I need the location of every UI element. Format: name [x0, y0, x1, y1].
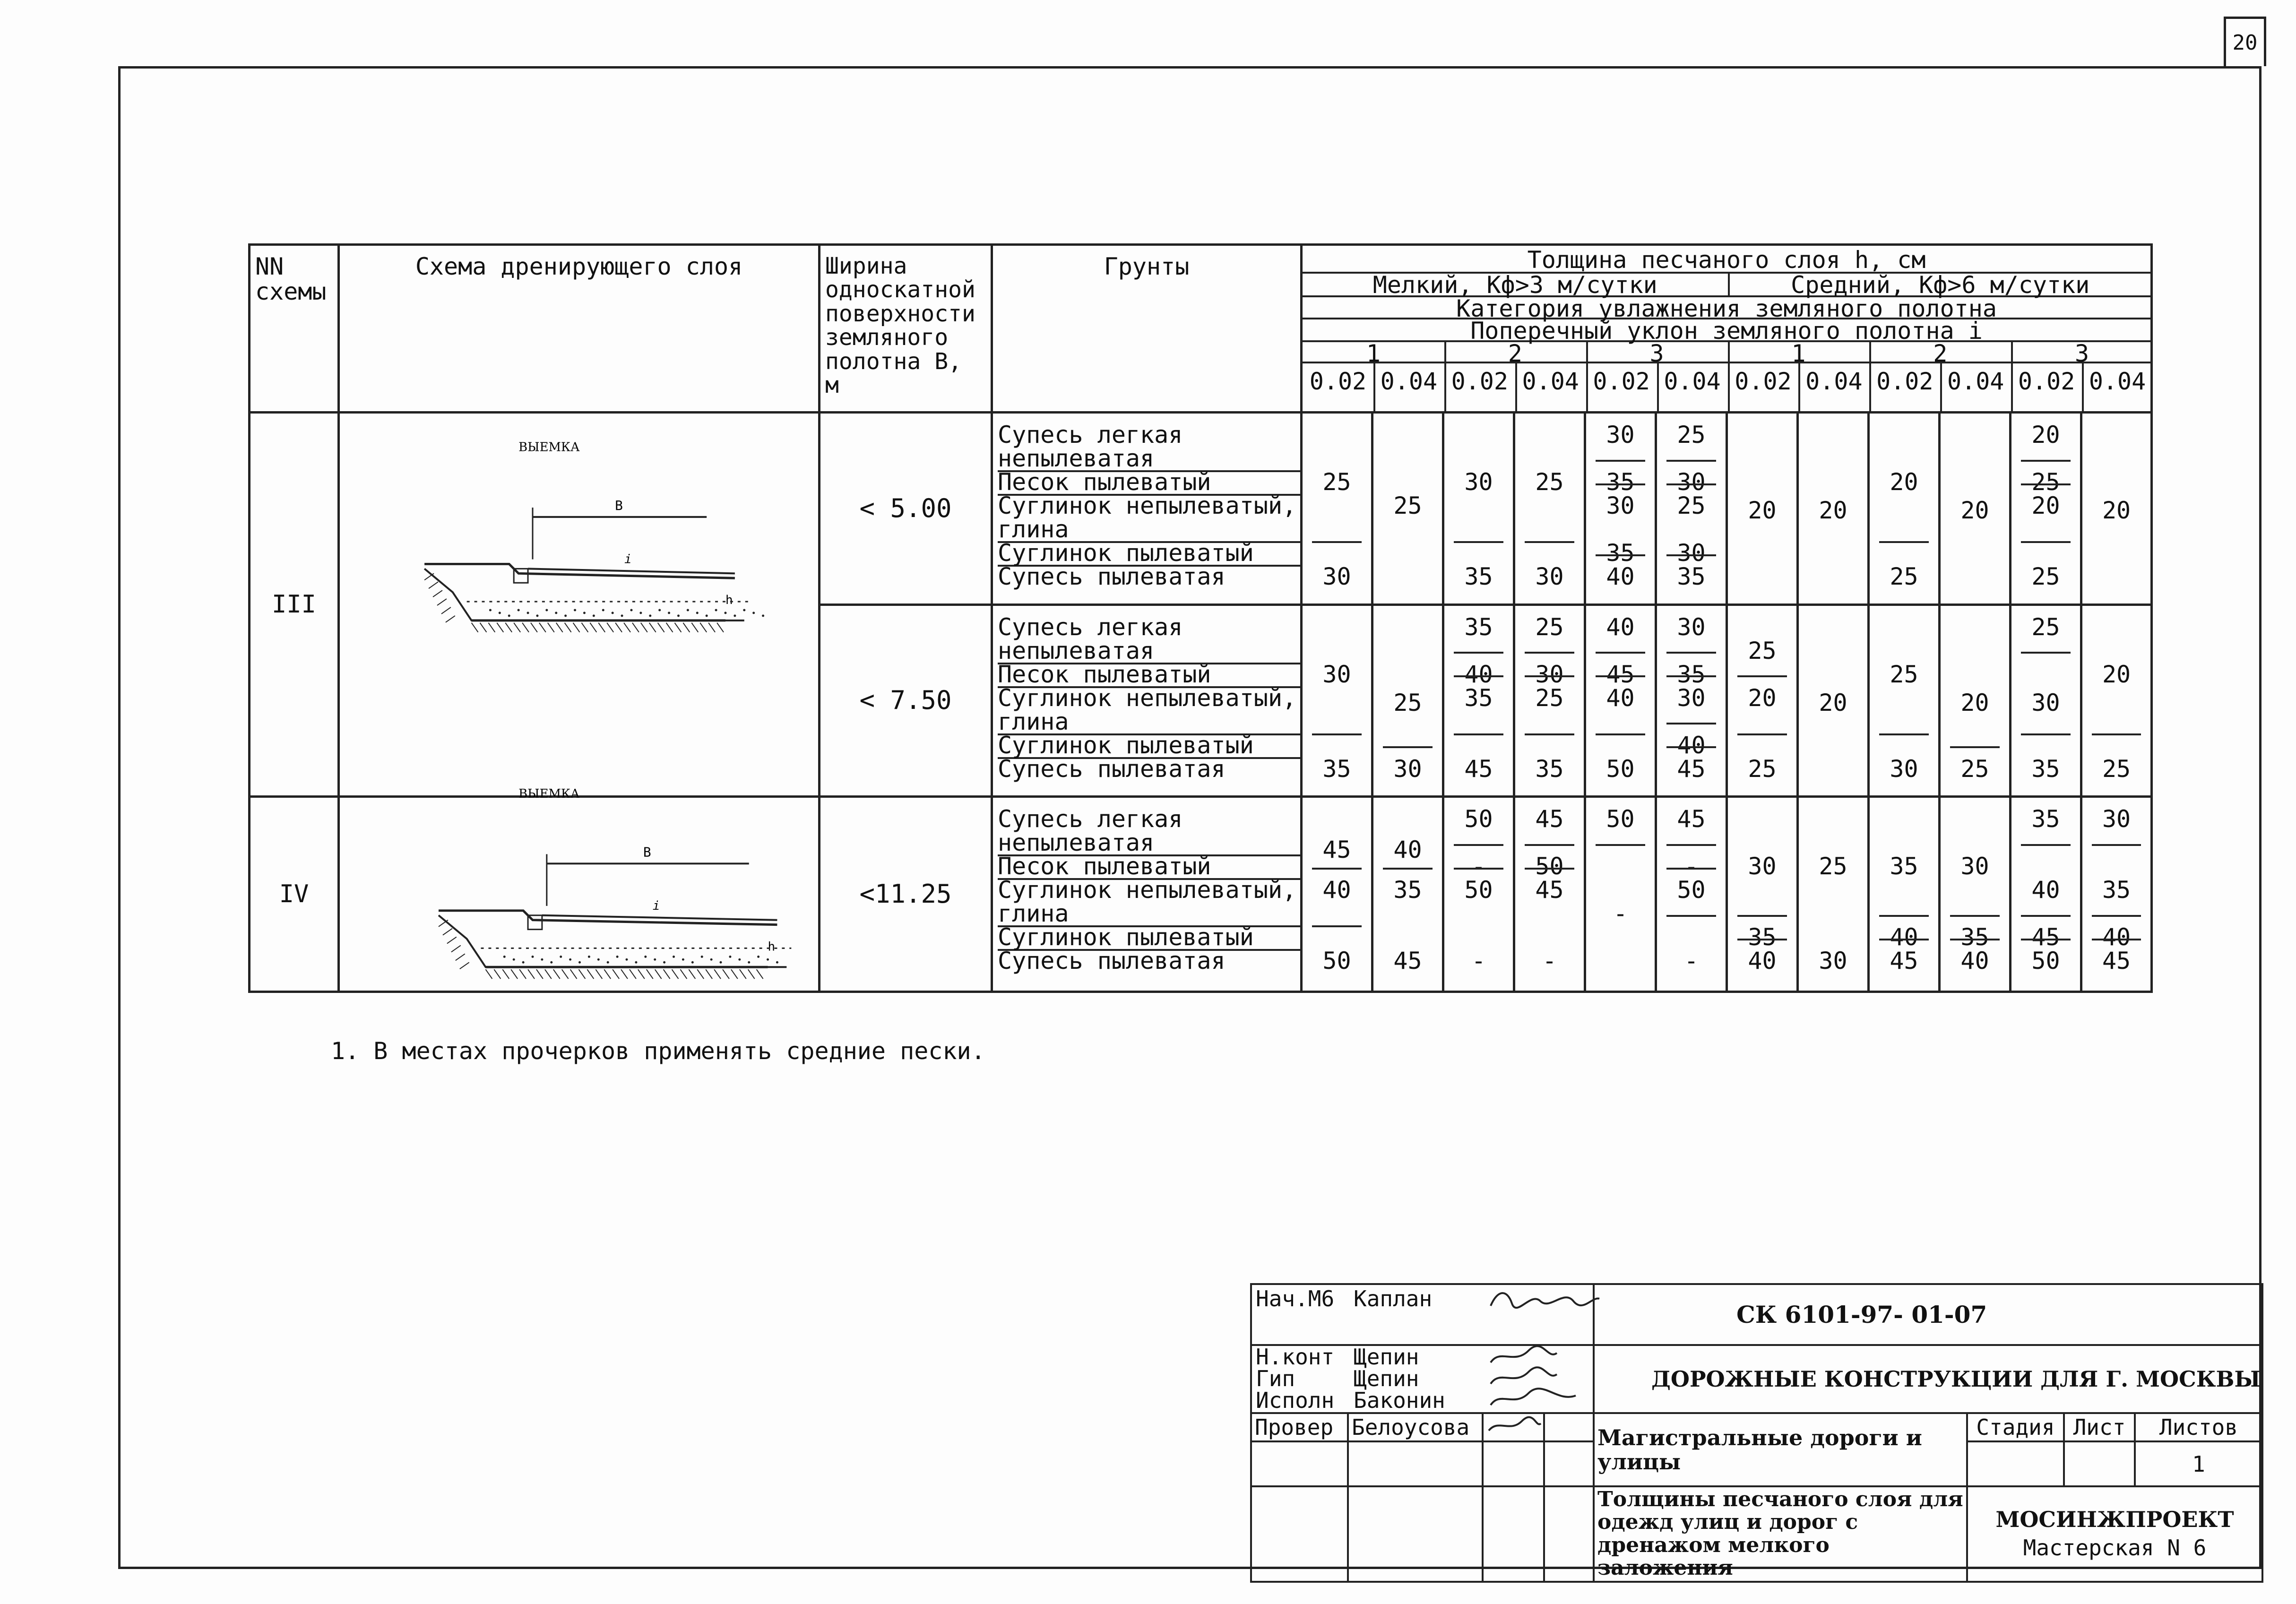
- signature-1: [1488, 1287, 1602, 1314]
- thickness-value: 30: [2031, 689, 2060, 716]
- fraction-line: [2021, 652, 2070, 654]
- thickness-value-cell: [1514, 604, 1585, 797]
- thickness-value: 30: [1677, 468, 1706, 496]
- thickness-value: 35: [1464, 563, 1493, 590]
- soil-name: Суглинок пылеватый: [998, 733, 1300, 759]
- thickness-value: 30: [1677, 684, 1706, 712]
- thickness-value: 30: [1819, 947, 1847, 975]
- thickness-value-cell: [1302, 413, 1372, 605]
- thickness-value-cell: [1869, 413, 1940, 605]
- thickness-value: 30: [1606, 492, 1635, 519]
- thickness-value: 35: [2031, 805, 2060, 833]
- thickness-value-cell: [1585, 604, 1656, 797]
- section-name: Магистральные дороги и улицы: [1594, 1413, 1967, 1486]
- thickness-value-cell: [1443, 797, 1514, 992]
- thickness-value-cell: [1656, 413, 1727, 605]
- thickness-value: 30: [1677, 613, 1706, 641]
- thickness-value: 30: [1748, 853, 1777, 880]
- thickness-value: 35: [1464, 613, 1493, 641]
- fraction-line: [1879, 733, 1928, 735]
- fraction-line: [2092, 939, 2141, 940]
- fraction-line: [1737, 733, 1787, 735]
- thickness-value: -: [1471, 853, 1486, 880]
- soil-name: Суглинок непылеватый,: [998, 492, 1297, 519]
- fraction-line: [1596, 844, 1645, 846]
- thickness-value: 40: [1606, 563, 1635, 590]
- fraction-line: [1525, 652, 1574, 654]
- width-cell: < 5.00: [820, 413, 992, 605]
- slope-value: 0.02: [1876, 368, 1933, 395]
- fraction-line: [1312, 925, 1361, 927]
- fraction-line: [2021, 733, 2070, 735]
- thickness-value: 30: [2102, 805, 2131, 833]
- slope-value: 0.04: [1522, 368, 1579, 395]
- thickness-value-cell: [1443, 604, 1514, 797]
- name-4: Баконин: [1354, 1388, 1445, 1413]
- h-label: h: [725, 593, 733, 608]
- fraction-line: [1312, 868, 1361, 870]
- thickness-value: 35: [1606, 468, 1635, 496]
- thickness-value-cell: [1514, 797, 1585, 992]
- thickness-value: 20: [2031, 492, 2060, 519]
- thickness-value: 50: [1464, 876, 1493, 904]
- thickness-value: 45: [1535, 805, 1564, 833]
- soil-name: Супесь легкая: [998, 421, 1183, 448]
- slope-value: 0.02: [1451, 368, 1508, 395]
- thickness-value: -: [1684, 947, 1699, 975]
- thickness-value: 50: [1464, 805, 1493, 833]
- organization: МОСИНЖПРОЕКТ Мастерская N 6: [1967, 1486, 2262, 1582]
- thickness-value: 20: [1819, 497, 1847, 524]
- thickness-value: 40: [2102, 923, 2131, 951]
- thickness-value: 25: [1677, 421, 1706, 448]
- soil-name: непылеватая: [998, 639, 1300, 664]
- header-soils: Грунты: [992, 245, 1302, 413]
- thickness-value: 25: [1393, 492, 1422, 519]
- thickness-value: 50: [1322, 947, 1351, 975]
- thickness-value: 25: [2031, 468, 2060, 496]
- name-2: Щепин: [1354, 1344, 1419, 1370]
- sheets-label: Листов: [2135, 1413, 2262, 1441]
- fraction-line: [1950, 915, 1999, 917]
- thickness-value: 45: [1890, 947, 1918, 975]
- fraction-line: [1454, 652, 1503, 654]
- fraction-line: [1666, 746, 1716, 748]
- slope-value: 0.04: [1947, 368, 2004, 395]
- thickness-value: 25: [1819, 853, 1847, 880]
- name-5: Белоусова: [1348, 1413, 1483, 1441]
- thickness-value: 35: [2102, 876, 2131, 904]
- page-number: 20: [2224, 17, 2266, 66]
- header-thickness: [1302, 245, 2152, 413]
- thickness-value: 45: [1535, 876, 1564, 904]
- thickness-value: 40: [1606, 613, 1635, 641]
- fraction-line: [2021, 483, 2070, 485]
- thickness-value: 45: [2102, 947, 2131, 975]
- thickness-value-cell: [1727, 413, 1798, 605]
- thickness-value: -: [1542, 947, 1557, 975]
- thickness-value: 40: [1960, 947, 1989, 975]
- thickness-value: 40: [1322, 876, 1351, 904]
- thickness-value: 45: [1677, 755, 1706, 783]
- thickness-value-cell: [2011, 413, 2081, 605]
- fraction-line: [1596, 554, 1645, 556]
- thickness-value: 40: [1677, 731, 1706, 759]
- fraction-line: [2021, 939, 2070, 940]
- slope-label: i: [624, 552, 632, 567]
- thickness-value: 40: [1890, 923, 1918, 951]
- role-4: Исполн: [1256, 1388, 1335, 1413]
- thickness-value: 35: [1393, 876, 1422, 904]
- category-header: Категория увлажнения земляного полотна: [1456, 295, 1997, 322]
- fraction-line: [2021, 844, 2070, 846]
- thickness-value: 40: [1748, 947, 1777, 975]
- fraction-line: [1879, 541, 1928, 543]
- thickness-value: 20: [1960, 497, 1989, 524]
- thickness-value-cell: [1585, 413, 1656, 605]
- thickness-value: 35: [2031, 755, 2060, 783]
- fraction-line: [2021, 915, 2070, 917]
- fraction-line: [1666, 554, 1716, 556]
- soil-name: Суглинок непылеватый,: [998, 876, 1297, 904]
- thickness-value: 20: [2102, 660, 2131, 688]
- thickness-value: 50: [1606, 755, 1635, 783]
- slope-value: 0.04: [1805, 368, 1863, 395]
- category-number: 2: [1933, 340, 1948, 367]
- thickness-value: 35: [1890, 853, 1918, 880]
- thickness-value: 20: [2031, 421, 2060, 448]
- thickness-value-cell: [1443, 413, 1514, 605]
- fraction-line: [1525, 541, 1574, 543]
- thickness-value: 25: [1535, 468, 1564, 496]
- thickness-value: 35: [1606, 539, 1635, 567]
- fraction-line: [1950, 939, 1999, 940]
- thickness-value: 25: [1535, 684, 1564, 712]
- category-number: 1: [1366, 340, 1381, 367]
- scheme-diagram-iii: [339, 413, 820, 797]
- slope-value: 0.02: [1593, 368, 1650, 395]
- dim-label: В: [643, 844, 651, 860]
- h-label: h: [768, 940, 776, 954]
- thickness-value: 45: [1464, 755, 1493, 783]
- sheet-label: Лист: [2064, 1413, 2135, 1441]
- fraction-line: [1737, 675, 1787, 677]
- thickness-value: 35: [1677, 660, 1706, 688]
- fraction-line: [1666, 844, 1716, 846]
- thickness-value-cell: [1372, 604, 1443, 797]
- thickness-value: 35: [1748, 923, 1777, 951]
- footnote: 1. В местах прочерков применять средние пески.: [331, 1037, 985, 1065]
- fraction-line: [1454, 868, 1503, 870]
- signatures-2-4: [1486, 1346, 1595, 1412]
- project-title: ДОРОЖНЫЕ КОНСТРУКЦИИ ДЛЯ Г. МОСКВЫ: [1594, 1345, 2262, 1413]
- fraction-line: [1596, 460, 1645, 462]
- fraction-line: [1525, 868, 1574, 870]
- fraction-line: [1454, 541, 1503, 543]
- scheme-diagram-iv: [339, 787, 820, 992]
- fraction-line: [1596, 652, 1645, 654]
- thickness-value: 35: [1677, 563, 1706, 590]
- role-2: Н.конт: [1256, 1344, 1335, 1370]
- header-width: Ширина односкатной поверхности земляного полотна В, м: [820, 245, 992, 413]
- thickness-value: 30: [1535, 660, 1564, 688]
- thickness-value: 25: [1960, 755, 1989, 783]
- fraction-line: [1666, 652, 1716, 654]
- thickness-value: 35: [1535, 755, 1564, 783]
- fraction-line: [1454, 733, 1503, 735]
- thickness-value: 45: [1606, 660, 1635, 688]
- thickness-value-cell: [1727, 797, 1798, 992]
- category-number: 3: [2075, 340, 2089, 367]
- fraction-line: [1666, 723, 1716, 724]
- thickness-value: 20: [1748, 497, 1777, 524]
- fraction-line: [2021, 460, 2070, 462]
- thickness-value-cell: [1869, 797, 1940, 992]
- thickness-value: 50: [1606, 805, 1635, 833]
- soil-name: непылеватая: [998, 447, 1300, 472]
- fraction-line: [2021, 541, 2070, 543]
- thickness-value: 30: [1535, 563, 1564, 590]
- width-cell: < 7.50: [820, 604, 992, 797]
- thickness-value: 20: [1890, 468, 1918, 496]
- medium-sand-header: Средний, Кф>6 м/сутки: [1791, 271, 2090, 299]
- fraction-line: [1454, 675, 1503, 677]
- thickness-value-cell: [1585, 797, 1656, 992]
- thickness-value-cell: [1869, 604, 1940, 797]
- category-number: 3: [1649, 340, 1664, 367]
- doc-code: СК 6101-97- 01-07: [1594, 1284, 2262, 1345]
- category-number: 2: [1508, 340, 1522, 367]
- thickness-value: 30: [1677, 539, 1706, 567]
- thickness-value: 20: [1819, 689, 1847, 716]
- slope-value: 0.02: [1735, 368, 1792, 395]
- soil-name: Супесь пылеватая: [998, 563, 1226, 590]
- thickness-value: 45: [2031, 923, 2060, 951]
- slope-value: 0.04: [1380, 368, 1438, 395]
- thickness-value: 45: [1393, 947, 1422, 975]
- fine-sand-header: Мелкий, Кф>3 м/сутки: [1372, 271, 1657, 299]
- thickness-value-cell: [1372, 797, 1443, 992]
- thickness-value: 20: [2102, 497, 2131, 524]
- thickness-value: 25: [1677, 492, 1706, 519]
- thickness-value: 20: [1960, 689, 1989, 716]
- title-block: [1250, 1283, 2263, 1583]
- fraction-line: [1879, 915, 1928, 917]
- fraction-line: [1666, 915, 1716, 917]
- header-scheme-no: NN схемы: [250, 245, 339, 413]
- slope-value: 0.02: [2018, 368, 2075, 395]
- fraction-line: [2092, 733, 2141, 735]
- soil-name: непылеватая: [998, 831, 1300, 856]
- thickness-value: -: [1471, 947, 1486, 975]
- thickness-value: 25: [1748, 637, 1777, 664]
- thickness-value: 25: [1535, 613, 1564, 641]
- slope-value: 0.04: [2089, 368, 2146, 395]
- thickness-value: -: [1684, 853, 1699, 880]
- thickness-value-cell: [2081, 413, 2152, 605]
- fraction-line: [1596, 483, 1645, 485]
- thickness-value-cell: [1372, 413, 1443, 605]
- thickness-value: 35: [1960, 923, 1989, 951]
- sheet-title: Толщины песчаного слоя для одежд улиц и дорог с дренажом мелкого заложения: [1594, 1486, 1967, 1582]
- thickness-value-cell: [1798, 797, 1869, 992]
- soil-name: Песок пылеватый: [998, 663, 1300, 688]
- fraction-line: [1596, 733, 1645, 735]
- stage-label: Стадия: [1967, 1413, 2064, 1441]
- fraction-line: [1454, 844, 1503, 846]
- thickness-value: 25: [2031, 563, 2060, 590]
- slope-value: 0.02: [1309, 368, 1367, 395]
- thickness-value: 25: [2031, 613, 2060, 641]
- thickness-value-cell: [1940, 797, 2011, 992]
- thickness-value: 30: [1393, 755, 1422, 783]
- fraction-line: [1737, 915, 1787, 917]
- thickness-value: 20: [1748, 684, 1777, 712]
- role-1: Нач.М6: [1256, 1286, 1335, 1311]
- thickness-value: -: [1613, 900, 1628, 928]
- fraction-line: [2092, 844, 2141, 846]
- soil-name: глина: [998, 710, 1300, 735]
- diagram-label: ВЫЕМКА: [518, 787, 580, 802]
- thickness-value-cell: [2011, 604, 2081, 797]
- thickness-value-cell: [1798, 413, 1869, 605]
- thickness-value-cell: [1656, 604, 1727, 797]
- thickness-value: 40: [1606, 684, 1635, 712]
- signature-5: [1483, 1413, 1544, 1441]
- thickness-value-cell: [2081, 797, 2152, 992]
- thickness-value: 35: [1322, 755, 1351, 783]
- fraction-line: [1383, 868, 1432, 870]
- fraction-line: [1666, 460, 1716, 462]
- thickness-value: 30: [1322, 563, 1351, 590]
- thickness-value-cell: [1727, 604, 1798, 797]
- sand-layer-table: [248, 243, 2153, 993]
- dim-label: В: [615, 497, 623, 513]
- fraction-line: [1666, 483, 1716, 485]
- thickness-value: 25: [1322, 468, 1351, 496]
- fraction-line: [1596, 675, 1645, 677]
- thickness-value: 50: [2031, 947, 2060, 975]
- slope-label: i: [652, 898, 660, 913]
- thickness-value: 25: [1748, 755, 1777, 783]
- thickness-value: 40: [1393, 836, 1422, 864]
- soil-name: Суглинок пылеватый: [998, 541, 1300, 567]
- soils-cell: [992, 797, 1302, 992]
- soil-name: Песок пылеватый: [998, 470, 1300, 496]
- thickness-value: 25: [2102, 755, 2131, 783]
- soil-name: Суглинок пылеватый: [998, 925, 1300, 951]
- thickness-value: 25: [1890, 660, 1918, 688]
- soil-name: глина: [998, 517, 1300, 543]
- thickness-value: 40: [1464, 660, 1493, 688]
- thickness-value: 30: [1960, 853, 1989, 880]
- soil-name: Супесь легкая: [998, 805, 1183, 833]
- thickness-value-cell: [1940, 413, 2011, 605]
- header-scheme: Схема дренирующего слоя: [339, 245, 820, 413]
- role-3: Гип: [1256, 1366, 1295, 1391]
- role-5: Провер: [1251, 1413, 1348, 1441]
- thickness-value: 25: [1890, 563, 1918, 590]
- thickness-value: 30: [1322, 660, 1351, 688]
- soils-cell: [992, 413, 1302, 605]
- fraction-line: [1312, 541, 1361, 543]
- soil-name: Супесь легкая: [998, 613, 1183, 641]
- thickness-value-cell: [1514, 413, 1585, 605]
- thickness-title: Толщина песчаного слоя h, см: [1527, 246, 1926, 274]
- slope-header: Поперечный уклон земляного полотна i: [1470, 317, 1983, 345]
- thickness-value: 50: [1535, 853, 1564, 880]
- thickness-value: 45: [1322, 836, 1351, 864]
- thickness-value: 30: [1464, 468, 1493, 496]
- fraction-line: [1312, 733, 1361, 735]
- thickness-value-cell: [1302, 604, 1372, 797]
- fraction-line: [1879, 939, 1928, 940]
- fraction-line: [1525, 675, 1574, 677]
- thickness-value: 30: [1606, 421, 1635, 448]
- name-3: Щепин: [1354, 1366, 1419, 1391]
- thickness-value-cell: [1940, 604, 2011, 797]
- fraction-line: [1525, 844, 1574, 846]
- fraction-line: [1666, 868, 1716, 870]
- soil-name: Песок пылеватый: [998, 854, 1300, 880]
- thickness-value: 40: [2031, 876, 2060, 904]
- category-number: 1: [1791, 340, 1806, 367]
- soil-name: глина: [998, 902, 1300, 927]
- scheme-number-iv: IV: [250, 797, 339, 992]
- thickness-value: 50: [1677, 876, 1706, 904]
- fraction-line: [1383, 746, 1432, 748]
- thickness-value: 35: [1464, 684, 1493, 712]
- thickness-value-cell: [1798, 604, 1869, 797]
- scheme-number-iii: III: [250, 413, 339, 797]
- slope-value: 0.04: [1664, 368, 1721, 395]
- fraction-line: [1666, 675, 1716, 677]
- thickness-value-cell: [2081, 604, 2152, 797]
- name-1: Каплан: [1354, 1286, 1433, 1311]
- sheets-value: 1: [2135, 1441, 2262, 1486]
- soil-name: Супесь пылеватая: [998, 755, 1226, 783]
- fraction-line: [1525, 733, 1574, 735]
- fraction-line: [1950, 746, 1999, 748]
- fraction-line: [1737, 939, 1787, 940]
- soils-cell: [992, 604, 1302, 797]
- thickness-value-cell: [2011, 797, 2081, 992]
- diagram-label: ВЫЕМКА: [518, 440, 580, 455]
- thickness-value: 30: [1890, 755, 1918, 783]
- soil-name: Суглинок непылеватый,: [998, 684, 1297, 712]
- fraction-line: [2092, 915, 2141, 917]
- soil-name: Супесь пылеватая: [998, 947, 1226, 975]
- thickness-value-cell: [1302, 797, 1372, 992]
- thickness-value-cell: [1656, 797, 1727, 992]
- width-cell: <11.25: [820, 797, 992, 992]
- thickness-value: 25: [1393, 689, 1422, 716]
- thickness-value: 45: [1677, 805, 1706, 833]
